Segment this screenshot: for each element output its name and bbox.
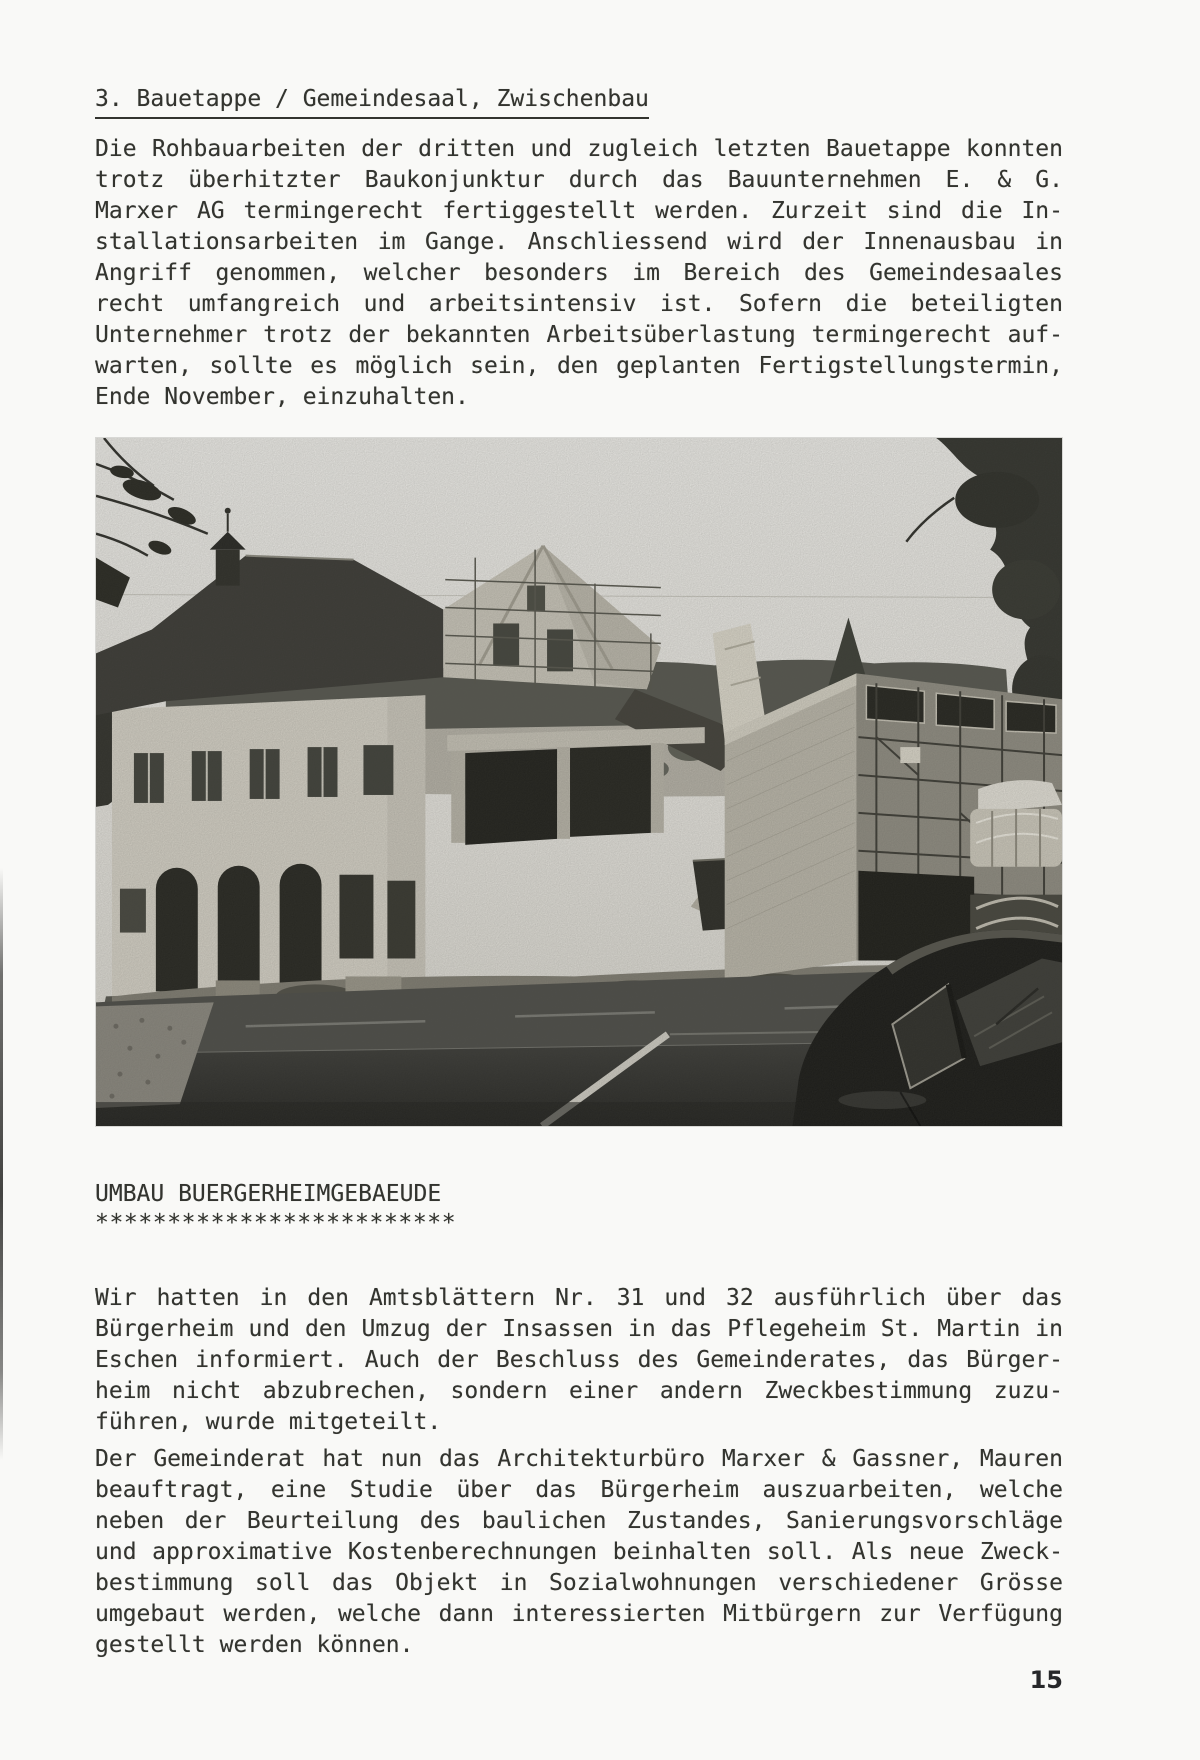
text-line: beauftragt, eine Studie über das Bürgerheim auszuarbeiten, welche [95, 1477, 1063, 1503]
text-line: bestimmung soll das Objekt in Sozialwohnungen verschiedener Grösse [95, 1570, 1063, 1596]
text-line: führen, wurde mitgeteilt. [95, 1409, 442, 1435]
paragraph-umbau-2 [95, 1444, 1063, 1661]
section-heading-bauetappe [95, 84, 649, 119]
text-line: warten, sollte es möglich sein, den geplanten Fertigstellungstermin, [95, 353, 1063, 379]
text-line: umgebaut werden, welche dann interessierten Mitbürgern zur Verfügung [95, 1601, 1063, 1627]
section-heading-text: 3. Bauetappe / Gemeindesaal, Zwischenbau [95, 84, 649, 119]
paragraph-umbau-1 [95, 1283, 1063, 1438]
construction-site-photo [96, 438, 1062, 1126]
text-line: Wir hatten in den Amtsblättern Nr. 31 und 32 ausführlich über das [95, 1285, 1063, 1311]
text-line: Bürgerheim und den Umzug der Insassen in das Pflegeheim St. Martin in [95, 1316, 1063, 1342]
text-line: trotz überhitzter Baukonjunktur durch das Bauunternehmen E. & G. [95, 167, 1063, 193]
text-line: recht umfangreich und arbeitsintensiv ist. Sofern die beteiligten [95, 291, 1063, 317]
paragraph-bauetappe [95, 134, 1063, 413]
text-line: Marxer AG termingerecht fertiggestellt werden. Zurzeit sind die In- [95, 198, 1063, 224]
construction-site-photo-graphic [96, 438, 1062, 1126]
page-number: 15 [1029, 1666, 1063, 1694]
text-line: Unternehmer trotz der bekannten Arbeitsüberlastung termingerecht auf- [95, 322, 1063, 348]
text-line: Eschen informiert. Auch der Beschluss des Gemeinderates, das Bürger- [95, 1347, 1063, 1373]
scan-artifact-left-edge [0, 868, 3, 1460]
text-line: neben der Beurteilung des baulichen Zustandes, Sanierungsvorschläge [95, 1508, 1063, 1534]
text-line: Ende November, einzuhalten. [95, 384, 469, 410]
text-line: gestellt werden können. [95, 1632, 414, 1658]
text-line: stallationsarbeiten im Gange. Anschliessend wird der Innenausbau in [95, 229, 1063, 255]
section-heading-umbau: UMBAU BUERGERHEIMGEBAEUDE [95, 1181, 442, 1207]
text-line: Die Rohbauarbeiten der dritten und zugleich letzten Bauetappe konnten [95, 136, 1063, 162]
text-line: und approximative Kostenberechnungen beinhalten soll. Als neue Zweck- [95, 1539, 1063, 1565]
text-line: Angriff genommen, welcher besonders im Bereich des Gemeindesaales [95, 260, 1063, 286]
section-heading-umbau-asterisks: ************************* [95, 1210, 457, 1236]
text-line: Der Gemeinderat hat nun das Architekturbüro Marxer & Gassner, Mauren [95, 1446, 1063, 1472]
text-line: heim nicht abzubrechen, sondern einer andern Zweckbestimmung zuzu- [95, 1378, 1063, 1404]
